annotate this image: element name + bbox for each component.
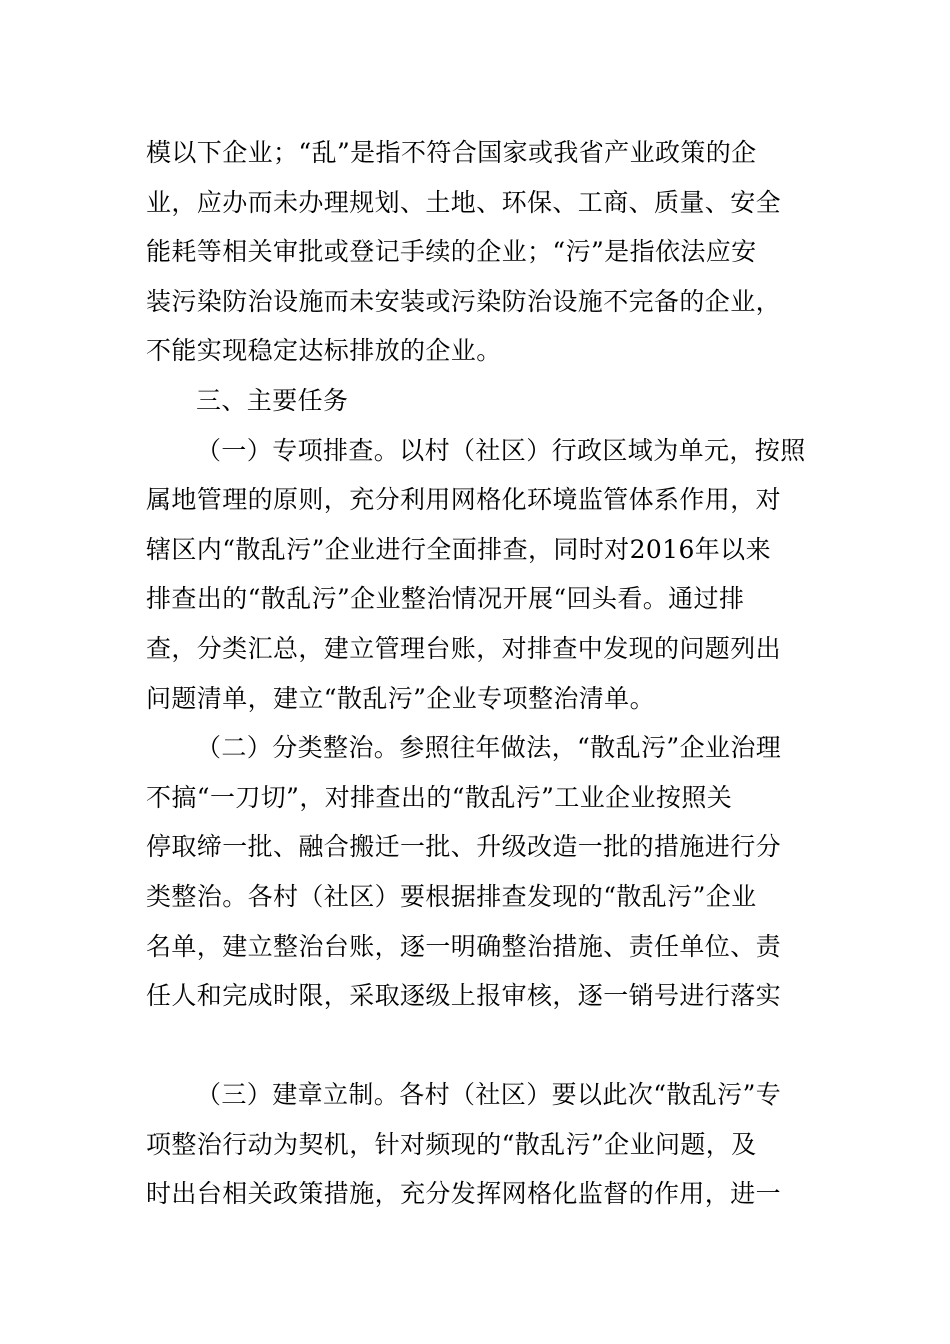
paragraph-first-line: （一）专项排查。以村（社区）行政区域为单元，按照 <box>196 435 806 465</box>
body-text-line: 查，分类汇总，建立管理台账，对排查中发现的问题列出 <box>146 633 782 663</box>
body-text-line: 问题清单，建立“散乱污”企业专项整治清单。 <box>146 683 655 713</box>
paragraph-first-line: （三）建章立制。各村（社区）要以此次“散乱污”专 <box>196 1080 782 1110</box>
body-text-line: 名单，建立整治台账，逐一明确整治措施、责任单位、责 <box>146 931 782 961</box>
body-text-line: 模以下企业；“乱”是指不符合国家或我省产业政策的企 <box>146 138 757 167</box>
body-text-line: 停取缔一批、融合搬迁一批、升级改造一批的措施进行分 <box>146 832 782 862</box>
body-text-line: 装污染防治设施而未安装或污染防治设施不完备的企业， <box>146 286 782 316</box>
body-text-line: 辖区内“散乱污”企业进行全面排查，同时对2016年以来 <box>146 534 771 564</box>
document-body <box>146 128 816 1219</box>
body-text-line: 类整治。各村（社区）要根据排查发现的“散乱污”企业 <box>146 881 757 911</box>
section-heading: 三、主要任务 <box>196 385 349 415</box>
body-text-line: 属地管理的原则，充分利用网格化环境监管体系作用，对 <box>146 485 782 515</box>
body-text-line: 不能实现稳定达标排放的企业。 <box>146 336 502 366</box>
body-text-line: 排查出的“散乱污”企业整治情况开展“回头看。通过排 <box>146 584 745 614</box>
body-text-line: 能耗等相关审批或登记手续的企业；“污”是指依法应安 <box>146 237 757 267</box>
body-text-line: 业，应办而未办理规划、土地、环保、工商、质量、安全 <box>146 187 782 217</box>
body-text-line: 时出台相关政策措施，充分发挥网格化监督的作用，进一 <box>146 1179 782 1209</box>
body-text-line: 项整治行动为契机，针对频现的“散乱污”企业问题，及 <box>146 1129 757 1159</box>
paragraph-gap <box>146 1021 816 1071</box>
paragraph-first-line: （二）分类整治。参照往年做法，“散乱污”企业治理 <box>196 733 782 763</box>
body-text-line: 任人和完成时限，采取逐级上报审核，逐一销号进行落实 <box>146 981 782 1011</box>
body-text-line: 不搞“一刀切”，对排查出的“散乱污”工业企业按照关 <box>146 782 733 812</box>
